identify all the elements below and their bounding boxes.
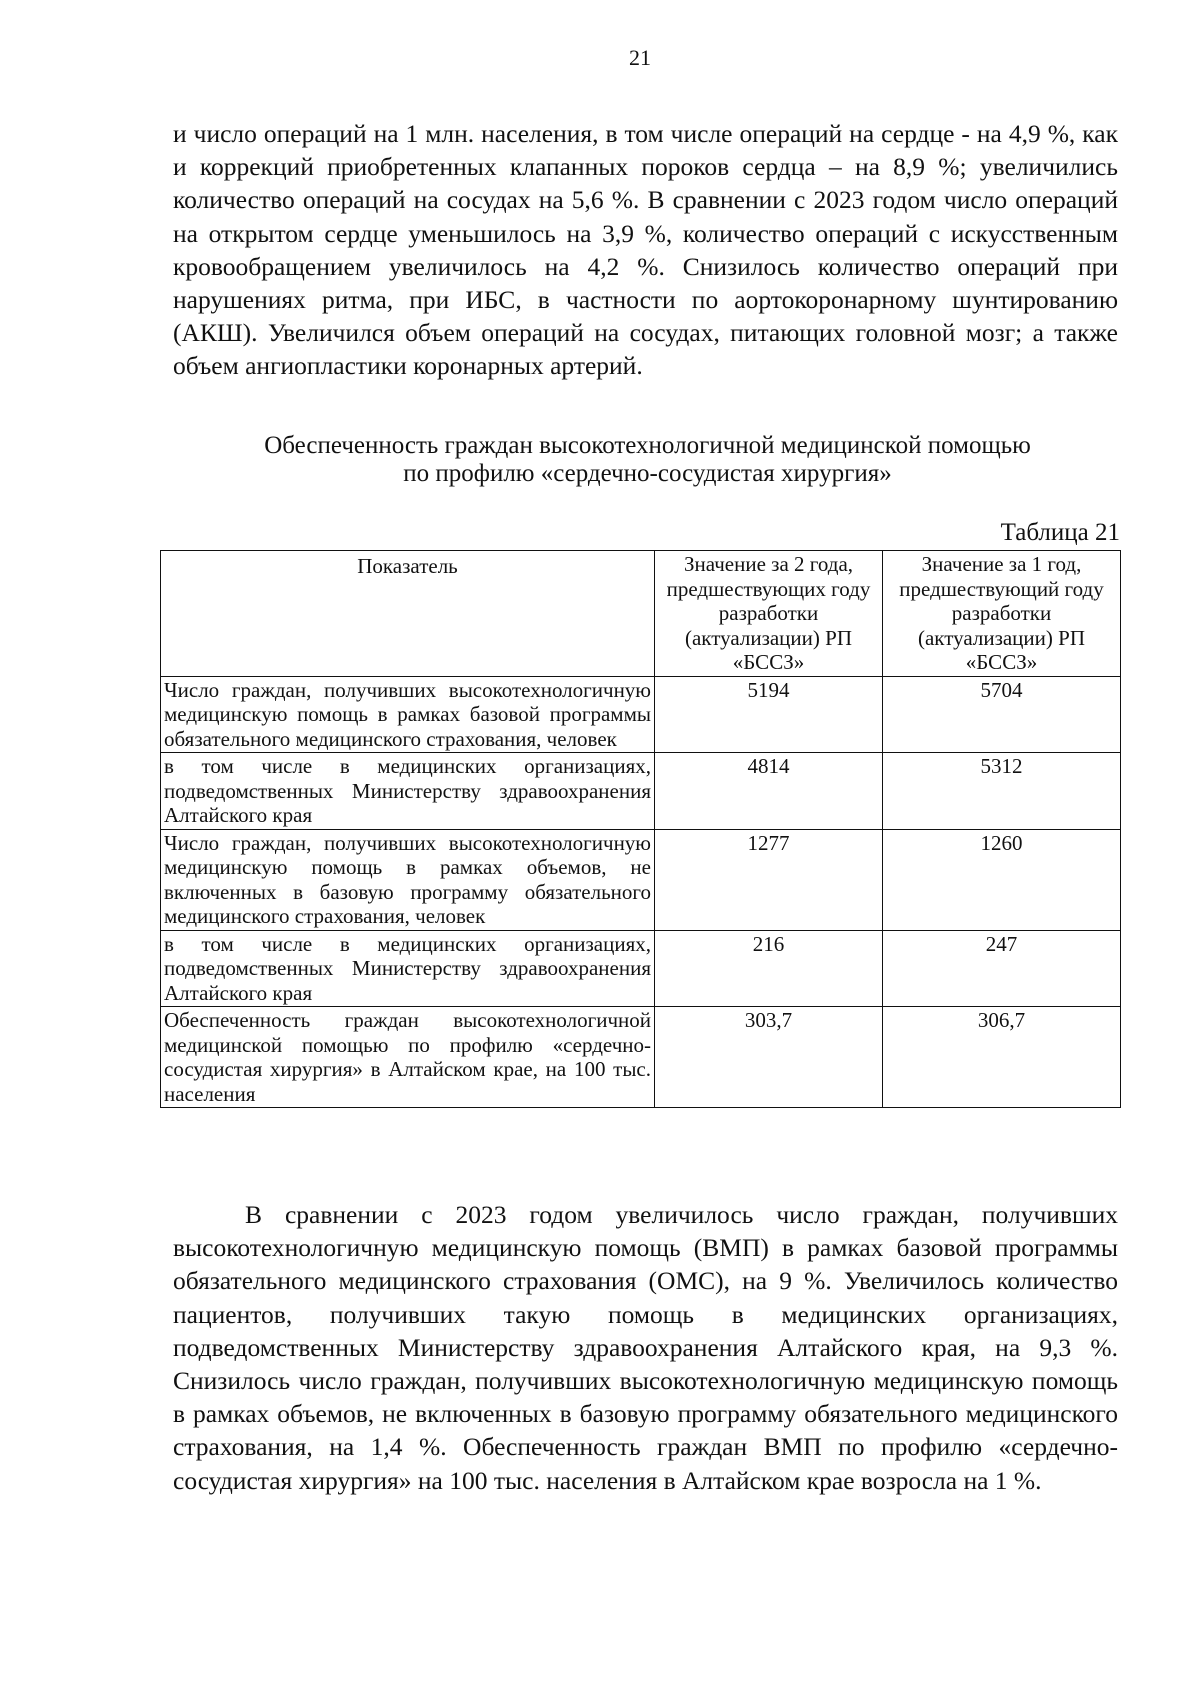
indicators-table [160,550,1121,1108]
table-title-line-1: Обеспеченность граждан высокотехнологичной медицинской помощью [264,432,1031,459]
value-2-years-cell: 5194 [655,676,883,753]
value-1-year-cell: 1260 [883,829,1121,930]
value-1-year-cell: 247 [883,930,1121,1007]
table-row [161,829,1121,930]
value-2-years-cell: 1277 [655,829,883,930]
value-2-years-cell: 216 [655,930,883,1007]
header-value-1-year: Значение за 1 год, предшествующий году разработки (актуализации) РП «БССЗ» [883,551,1121,677]
paragraph-conclusion: В сравнении с 2023 годом увеличилось число граждан, получивших высокотехнологичную медицинскую помощь (ВМП) в рамках базовой программы обязательного медицинского страхования (ОМС), на 9 %. Увеличилось количество пациентов, получивших такую помощь в медицинских организациях, подведомственных Министерству здравоохранения Алтайского края, на 9,3 %. Снизилось число граждан, получивших высокотехнологичную медицинскую помощь в рамках объемов, не включенных в базовую программу обязательного медицинского страхования, на 1,4 %. Обеспеченность граждан ВМП по профилю «сердечно-сосудистая хирургия» на 100 тыс. населения в Алтайском крае возросла на 1 %. [173,1200,1118,1495]
indicator-cell: в том числе в медицинских организациях, подведомственных Министерству здравоохранения Алтайского края [161,930,655,1007]
paragraph-intro: и число операций на 1 млн. населения, в том числе операций на сердце - на 4,9 %, как и коррекций приобретенных клапанных пороков сердца – на 8,9 %; увеличились количество операций на сосудах на 5,6 %. В сравнении с 2023 годом число операций на открытом сердце уменьшилось на 3,9 %, количество операций с искусственным кровообращением увеличилось на 4,2 %. Снизилось количество операций при нарушениях ритма, при ИБС, в частности по аортокоронарному шунтированию (АКШ). Увеличился объем операций на сосудах, питающих головной мозг; а также объем ангиопластики коронарных артерий. [173,119,1118,381]
indicator-cell: Обеспеченность граждан высокотехнологичной медицинской помощью по профилю «сердечно-сосудистая хирургия» в Алтайском крае, на 100 тыс. населения [161,1007,655,1108]
table-row [161,676,1121,753]
value-1-year-cell: 5312 [883,753,1121,830]
header-indicator: Показатель [161,551,655,677]
page-number: 21 [629,45,651,70]
table-title-line-2: по профилю «сердечно-сосудистая хирургия» [403,460,892,487]
table-row [161,930,1121,1007]
value-2-years-cell: 303,7 [655,1007,883,1108]
table-header-row [161,551,1121,677]
value-2-years-cell: 4814 [655,753,883,830]
header-value-2-years: Значение за 2 года, предшествующих году разработки (актуализации) РП «БССЗ» [655,551,883,677]
indicator-cell: в том числе в медицинских организациях, подведомственных Министерству здравоохранения Алтайского края [161,753,655,830]
value-1-year-cell: 306,7 [883,1007,1121,1108]
table-label: Таблица 21 [1000,519,1120,546]
table-row [161,753,1121,830]
table-title [160,432,1135,488]
indicator-cell: Число граждан, получивших высокотехнологичную медицинскую помощь в рамках базовой программы обязательного медицинского страхования, человек [161,676,655,753]
indicator-cell: Число граждан, получивших высокотехнологичную медицинскую помощь в рамках объемов, не включенных в базовую программу обязательного медицинского страхования, человек [161,829,655,930]
value-1-year-cell: 5704 [883,676,1121,753]
table-row [161,1007,1121,1108]
